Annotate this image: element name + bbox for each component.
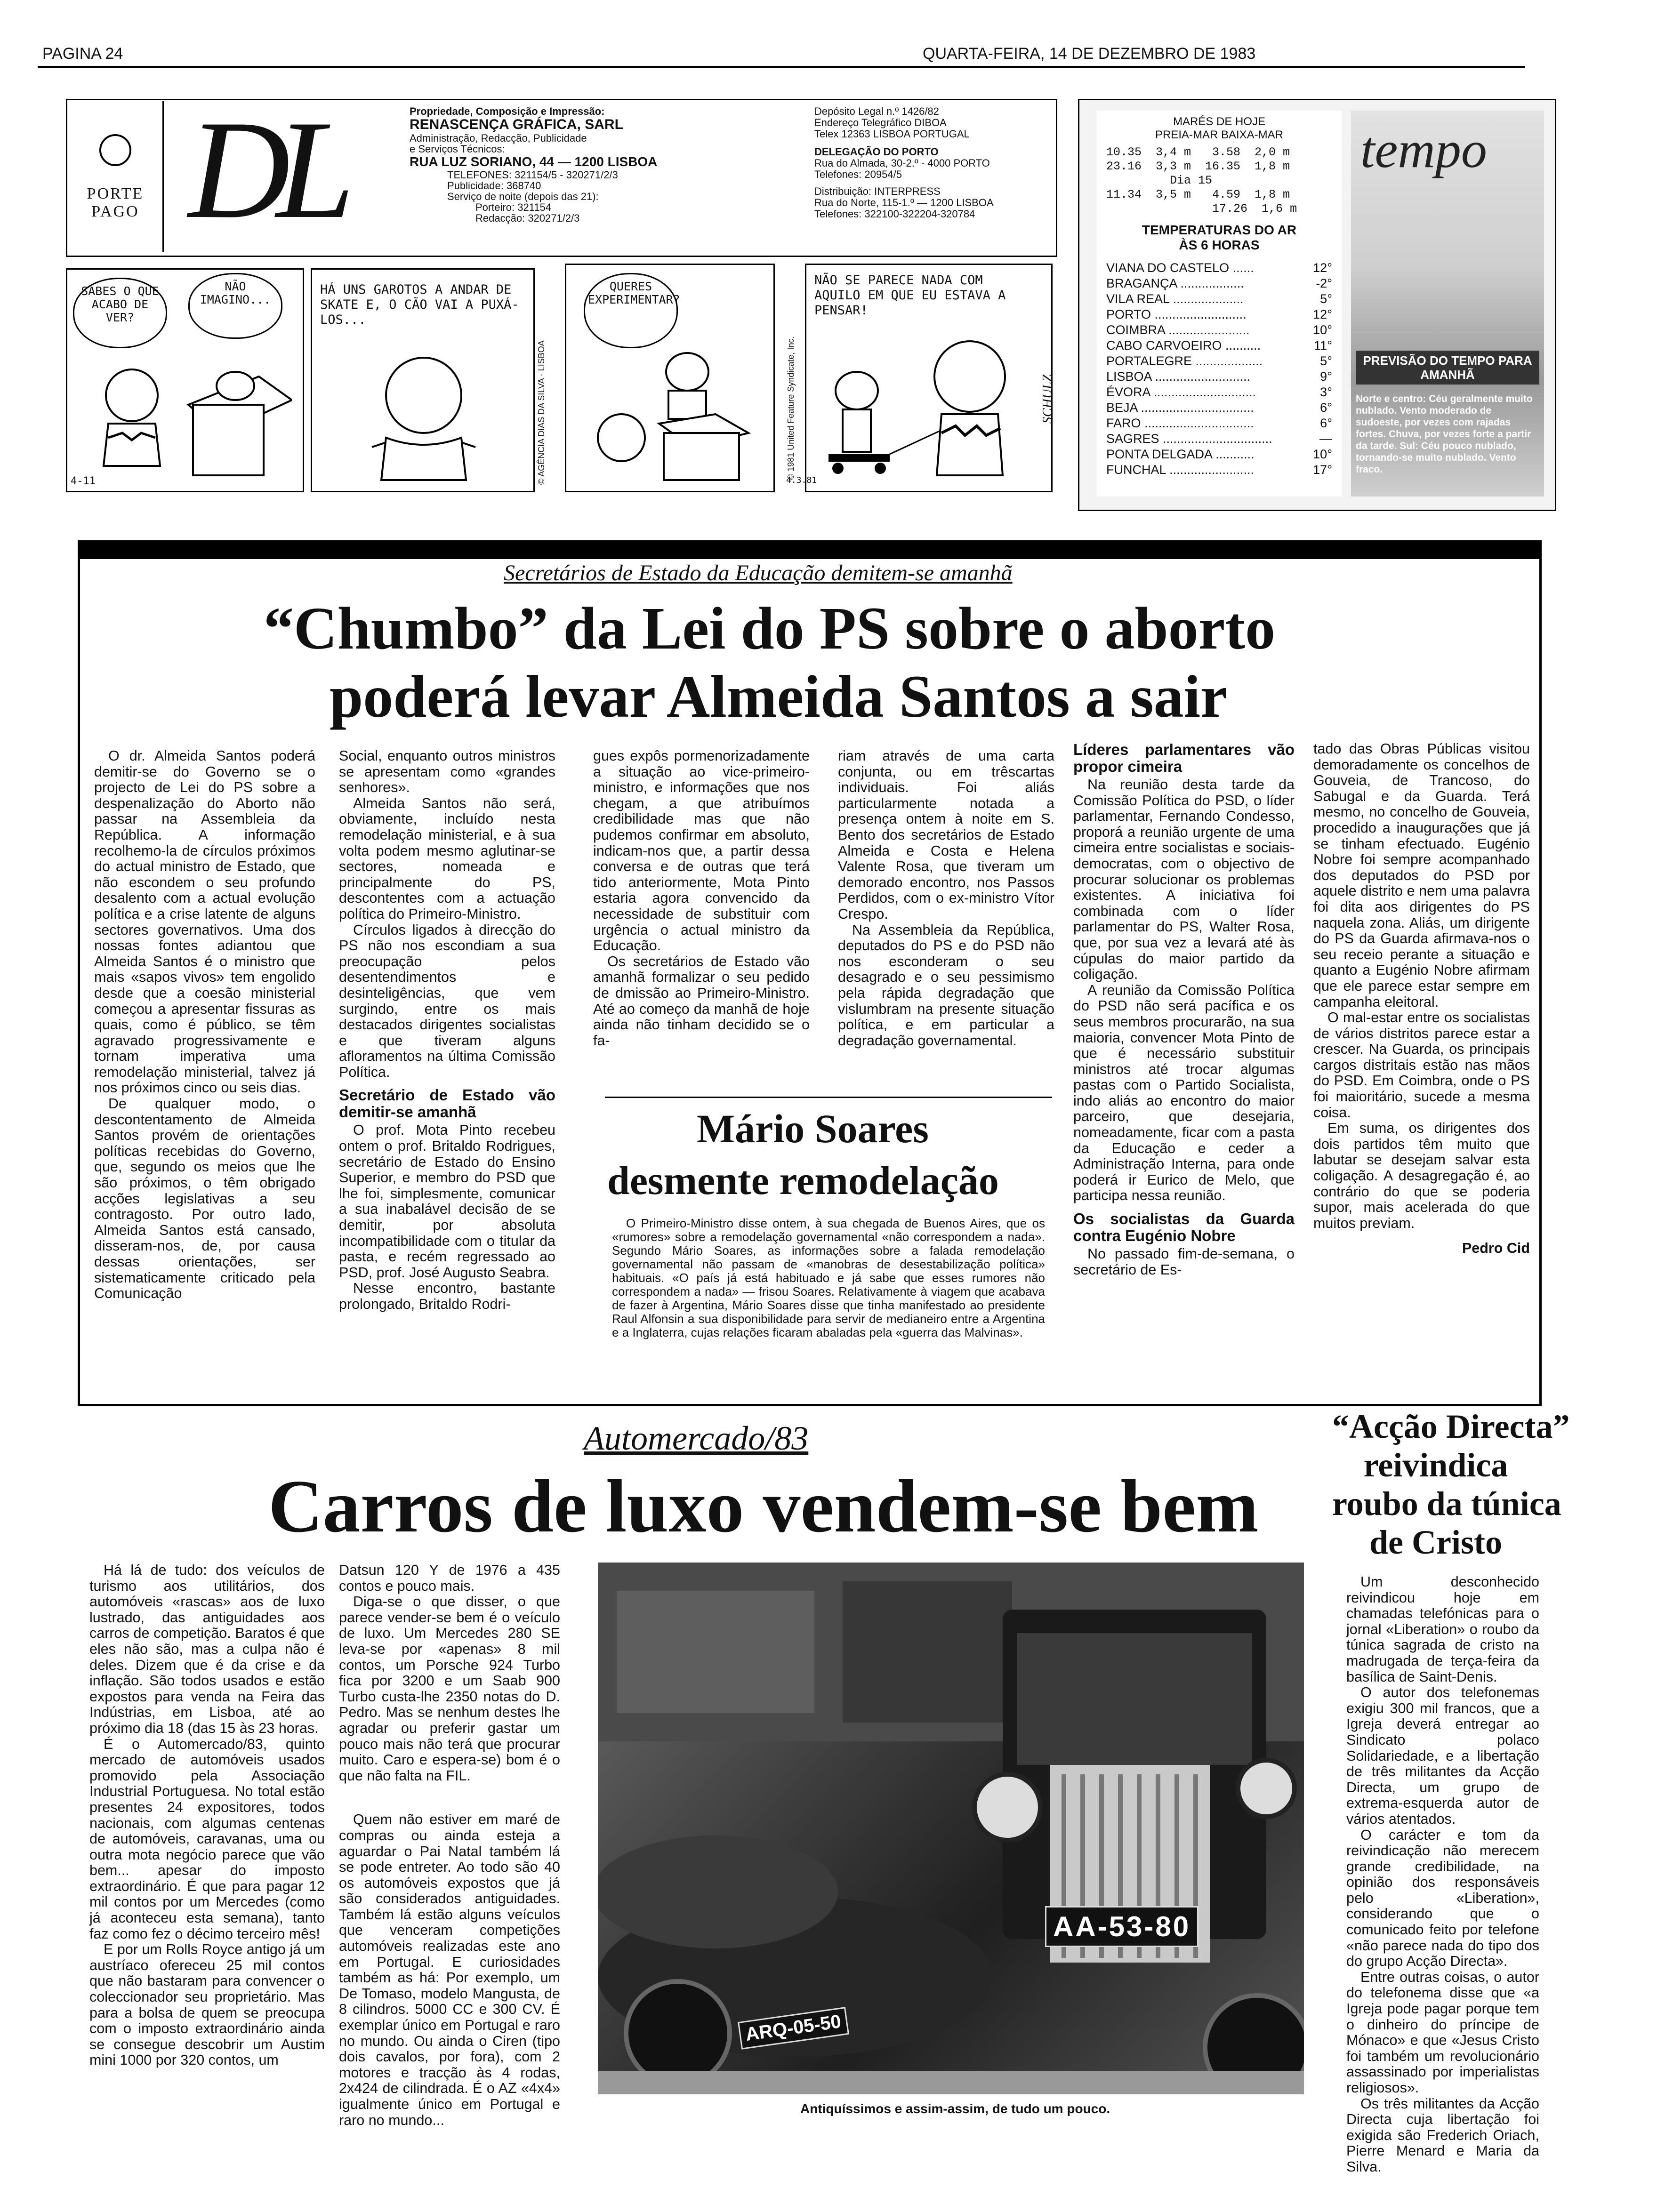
tides-subtitle: PREIA-MAR BAIXA-MAR	[1155, 128, 1284, 141]
subheading: Os socialistas da Guarda contra Eugénio Nobre	[1073, 1210, 1295, 1245]
soares-body: O Primeiro-Ministro disse ontem, à sua chegada de Buenos Aires, que os «rumores» sobre a remodelação governamental «não correspondem a nada». Segundo Mário Soares, as informações sobre a falada remodelação governamental não passam de «manobras de desestabilização política» habituais. «O país já está habituado e já sabe que esses rumores não correspondem a nada» — frisou Soares. Relativamente à viagem que acabava de fazer à Argentina, Mário Soares disse que tinha manifestado ao presidente Raul Alfonsin a sua disponibilidade para servir de medianeiro entre a Argentina e a Inglaterra, cujas relações ficaram abaladas pela «guerra das Malvinas».	[612, 1216, 1045, 1339]
weather-table	[1097, 111, 1342, 497]
soares-headline: desmente remodelação	[607, 1158, 999, 1203]
temperature-row: BRAGANÇA .................. -2°	[1106, 276, 1332, 290]
article-kicker: Automercado/83	[584, 1419, 809, 1457]
comic-side-credit: © AGÊNCIA DIAS DA SILVA - LISBOA	[537, 340, 546, 485]
temperature-row: SAGRES ............................... —	[1106, 432, 1332, 446]
comic-side-credit: © 1981 United Feature Syndicate, Inc.	[786, 336, 796, 480]
tide-row: Dia 15	[1106, 174, 1213, 187]
comic-date-mark: 4.3.81	[786, 475, 817, 485]
article-top-bar	[78, 540, 1542, 559]
temperatures-title: TEMPERATURAS DO AR ÀS 6 HORAS	[1142, 223, 1297, 252]
temperature-row: FARO ............................... 6°	[1106, 416, 1332, 430]
tides-title: MARÉS DE HOJE	[1173, 115, 1266, 128]
temperature-row: ÉVORA ............................. 3°	[1106, 385, 1332, 399]
forecast-text: Norte e centro: Céu geralmente muito nublado. Vento moderado de sudoeste, por vezes com rajadas fortes. Chuva, por vezes forte a partir da tarde. Sul: Céu pouco nublado, tornando-se muito nublado. Vento fraco.	[1356, 393, 1533, 475]
side-headline: “Acção Directa” reivindica roubo da túnica de Cristo	[1332, 1408, 1570, 1561]
article-column: Social, enquanto outros ministros se apresentam como «grandes senhores». Almeida Santos não será, obviamente, incluído nesta remodelação ministerial, e à sua volta podem mesmo aglutinar-se sectores, nomeada e principalmente do PS, descontentes com a actuação política do Primeiro-Ministro. Círculos ligados à direcção do PS não nos escondiam a sua preocupação pelos desentendimentos e desinteligências, que vem surgindo, entre os mais destacados dirigentes socialistas e que tiveram alguns afloramentos na última Comissão Política. Secretário de Estado vão demitir-se amanhã O prof. Mota Pinto recebeu ontem o prof. Britaldo Rodrigues, secretário de Estado do Ensino Superior, e membro do PSD que lhe foi, simplesmente, comunicar a sua inabalável decisão de se demitir, por absoluta incompatibilidade com o titular da pasta, e recém regressado ao PSD, prof. José Augusto Seabra. Nesse encontro, bastante prolongado, Britaldo Rodri-	[339, 748, 555, 1312]
subheading: Líderes parlamentares vão propor cimeira	[1073, 741, 1295, 775]
porte-pago-emblem-icon	[99, 134, 131, 166]
publisher-info: Propriedade, Composição e Impressão: RENASCENÇA GRÁFICA, SARL Administração, Redacção, Publicidade e Serviços Técnicos: RUA LUZ SORIANO, 44 — 1200 LISBOA TELEFONES: 321154/5 - 320271/2/3 Publicidade: 368740 Serviço de noite (depois das 21): Porteiro: 321154 Redacção: 320271/2/3	[410, 105, 658, 224]
cars-photo	[598, 1563, 1304, 2094]
comic-strip-1	[66, 268, 551, 504]
vintage-cars-illustration	[598, 1563, 1304, 2094]
temperature-row: VILA REAL .................... 5°	[1106, 292, 1332, 306]
edition-date: QUARTA-FEIRA, 14 DE DEZEMBRO DE 1983	[923, 45, 1256, 63]
byline: Pedro Cid	[1462, 1240, 1530, 1257]
tide-row: 11.34 3,5 m 4.59 1,8 m	[1106, 188, 1290, 201]
temperature-row: BEJA ................................ 6°	[1106, 401, 1332, 415]
article-column: O dr. Almeida Santos poderá demitir-se do Governo se o projecto de Lei do PS sobre a despenalização do Aborto não passar na Assembleia da República. A informação recolhemo-la de círculos próximos do actual ministro de Estado, que não escondem o seu profundo desalento com a actual evolução política e a crise latente de alguns sectores governativos. Uma dos nossas fontes adiantou que Almeida Santos é o ministro que mais «sapos vivos» tem engolido desde que a coesão ministerial começou a apresentar fissuras as quais, como é público, se têm agravado progressivamente e tornam imperativa uma remodelação ministerial, talvez já nos próximos cinco ou seis dias. De qualquer modo, o descontentamento de Almeida Santos provém de orientações políticas recebidas do Governo, que, segundo os meios que lhe são próximos, o têm obrigado acções legislativas a seu contragosto. Por outro lado, Almeida Santos está cansado, disseram-nos, de, por causa dessas orientações, ser sistematicamente criticado pela Comunicação	[94, 748, 315, 1302]
article-headline: Carros de luxo vendem-se bem	[268, 1464, 1259, 1548]
subheading: Secretário de Estado vão demitir-se amanhã	[339, 1086, 555, 1121]
tempo-title: tempo	[1360, 121, 1487, 178]
tide-row: 17.26 1,6 m	[1106, 202, 1297, 216]
article-column: riam através de uma carta conjunta, ou em trêscartas individuais. Foi aliás particularmente notada a presença ontem à noite em S. Bento dos secretários de Estado Almeida e Costa e Helena Valente Rosa, que tiveram um demorado encontro, nos Passos Perdidos, com o ex-ministro Vítor Crespo. Na Assembleia da República, deputados do PS e do PSD não nos esconderam o seu desagrado e o seu pessimismo pela rápida degradação que vislumbram na presente situação política, e em particular a degradação governamental.	[838, 748, 1054, 1049]
temperature-row: FUNCHAL ........................ 17°	[1106, 463, 1332, 477]
license-plate: ARQ-05-50	[738, 2007, 849, 2050]
article-column: gues expôs pormenorizadamente a situação ao vice-primeiro-ministro, e informações que nos chegam, a que atribuímos credibilidade mas que não pudemos confirmar em absoluto, indicam-nos que, a partir dessa conversa e de outras que terá tido anteriormente, Mota Pinto estaria agora convencido da necessidade de substituir com urgência o actual ministro da Educação. Os secretários de Estado vão amanhã formalizar o seu pedido de dmissão ao Primeiro-Ministro. Até ao começo da manhã de hoje ainda não tinham decidido se o fa-	[593, 748, 810, 1049]
comic-strip-2	[565, 264, 1069, 504]
article-column: Há lá de tudo: dos veículos de turismo aos utilitários, dos automóveis «rascas» aos de luxo lustrado, das antiguidades aos carros de competição. Baratos é que eles não são, mas a culpa não é deles. Dizem que é da crise e da inflação. São todos usados e estão expostos para venda na Feira das Indústrias, em Lisboa, até ao próximo dia 18 (das 15 às 23 horas. É o Automercado/83, quinto mercado de automóveis usados promovido pela Associação Industrial Portuguesa. No total estão presentes 24 expositores, todos nacionais, com algumas centenas de automóveis, caravanas, uma ou outra mota negócio parece que vão bem... apesar do imposto extraordinário. É que para pagar 12 mil contos por um Mercedes (como já aconteceu esta semana), tanto faz como fez o décimo terceiro mês! E por um Rolls Royce antigo já um austríaco ofereceu 25 mil contos que não bastaram para convencer o coleccionador seu proprietário. Mas para a bolsa de quem se preocupa com o imposto extraordinário ainda se consegue descobrir um Austim mini 1000 por 320 contos, um	[89, 1562, 325, 2068]
temperature-row: COIMBRA ....................... 10°	[1106, 323, 1332, 337]
stamp-area	[68, 101, 164, 252]
article-column: Datsun 120 Y de 1976 a 435 contos e pouco mais. Diga-se o que disser, o que parece vender-se bem é o veículo de luxo. Um Mercedes 280 SE leva-se por «apenas» 8 mil contos, um Porsche 924 Turbo fica por 3200 e um Saab 900 Turbo custa-lhe 2350 notas do D. Pedro. Mas se nenhum destes lhe agradar ou preferir gastar um pouco mais não terá que procurar muito. Caro e espera-se) bom é o que não falta na FIL. Quem não estiver em maré de compras ou ainda esteja a aguardar o Pai Natal também lá se pode entreter. Ao todo são 40 os automóveis expostos que já são considerados antiguidades. Também lá estão alguns veículos que venceram competições automóveis realizadas este ano em Portugal. E curiosidades também as há: Por exemplo, um De Tomaso, modelo Mangusta, de 8 cilindros. 5000 CC e 300 CV. É exemplar único em Portugal e raro no mundo. Ou ainda o Ciren (tipo dois cavalos, por fora), com 2 motores e tracção às 4 rodas, 2x424 de cilindrada. É o AZ «4x4» igualmente único em Portugal e raro no mundo...	[339, 1562, 560, 2128]
soares-box-rule	[605, 1097, 1052, 1098]
header-rule	[38, 66, 1525, 68]
temperature-row: LISBOA ........................... 9°	[1106, 369, 1332, 384]
tide-row: 10.35 3,4 m 3.58 2,0 m	[1106, 145, 1290, 159]
comic-caption: HÁ UNS GAROTOS A ANDAR DE SKATE E, O CÃO VAI A PUXÁ-LOS...	[320, 282, 519, 327]
license-plate: AA-53-80	[1045, 1906, 1199, 1947]
article-headline: “Chumbo” da Lei do PS sobre o aborto	[264, 595, 1276, 662]
comic-date-mark: 4-11	[71, 475, 96, 487]
snoopy-charlie-skateboard-drawing	[814, 334, 1040, 485]
comic-caption: NÃO SE PARECE NADA COM AQUILO EM QUE EU ESTAVA A PENSAR!	[814, 273, 1006, 318]
dl-logo: DL	[188, 91, 341, 248]
temperature-row: PORTALEGRE ................... 5°	[1106, 354, 1332, 368]
article-kicker: Secretários de Estado da Educação demitem-se amanhã	[504, 561, 1013, 585]
forecast-subtitle: PREVISÃO DO TEMPO PARA AMANHÃ	[1356, 351, 1539, 385]
temperature-row: VIANA DO CASTELO ...... 12°	[1106, 261, 1332, 275]
comic-signature: SCHULZ	[1040, 374, 1055, 424]
article-column: tado das Obras Públicas visitou demoradamente os concelhos de Gouveia, de Trancoso, do Sabugal e da Guarda. Terá mesmo, no concelho de Gouveia, procedido a inaugurações que já se tinham efectuado. Eugénio Nobre foi sempre acompanhado dos deputados do PSD por aquele distrito e nem uma palavra foi dita aos dirigentes do PS naquela zona. Aliás, um dirigente do PS da Guarda afirmava-nos o seu receio perante a situação e quanto a Eugénio Nobre afirmam que ele parece estar sempre em campanha eleitoral. O mal-estar entre os socialistas de vários distritos parece estar a crescer. Na Guarda, os principais cargos distritais estão nas mãos do PSD. Em Coimbra, onde o PS foi maioritário, sucede a mesma coisa. Em suma, os dirigentes dos dois partidos têm muito que labutar se desejam salvar esta coligação. A desagregação é, ao contrário do que se poderia supor, mais acelerada do que muitos previam. Pedro Cid	[1313, 741, 1530, 1257]
snoopy-doghouse-drawing	[94, 344, 292, 485]
speech-bubble: NÃO IMAGINO...	[188, 273, 282, 339]
page-number: PAGINA 24	[42, 45, 123, 63]
temperature-row: PONTA DELGADA ........... 10°	[1106, 447, 1332, 461]
speech-bubble: SABES O QUE ACABO DE VER?	[73, 278, 167, 348]
article-column: Líderes parlamentares vão propor cimeira Na reunião desta tarde da Comissão Política do PSD, o líder parlamentar, Fernando Condesso, proporá a reunião urgente de uma cimeira entre socialistas e sociais-democratas, com o objectivo de procurar solucionar os problemas existentes. A iniciativa foi combinada com o líder parlamentar do PS, Walter Rosa, que, por sua vez a levará até às cúpulas do maior partido da coligação. A reunião da Comissão Política do PSD não será pacífica e os seus membros procurarão, na sua maioria, convencer Mota Pinto de que é necessário substituir ministros até trocar algumas pastas com o Partido Socialista, indo aliás ao encontro do maior parceiro, que desejaria, nomeadamente, ficar com a pasta da Educação e ceder a Administração Interna, para onde poderá ir Eurico de Melo, que participa nessa reunião. Os socialistas da Guarda contra Eugénio Nobre No passado fim-de-semana, o secretário de Es-	[1073, 741, 1295, 1278]
snoopy-on-doghouse-drawing	[593, 344, 767, 485]
tide-row: 23.16 3,3 m 16.35 1,8 m	[1106, 160, 1290, 173]
charlie-brown-drawing	[367, 353, 480, 485]
contact-info: Depósito Legal n.º 1426/82 Endereço Telegráfico DIBOA Telex 12363 LISBOA PORTUGAL DELEGAÇÃO DO PORTO Rua do Almada, 30-2.º - 4000 PORTO Telefones: 20954/5 Distribuição: INTERPRESS Rua do Norte, 115-1.º — 1200 LISBOA Telefones: 322100-322204-320784	[814, 105, 994, 220]
speech-bubble: QUERES EXPERIMENTAR?	[584, 273, 678, 348]
soares-headline: Mário Soares	[697, 1106, 929, 1151]
photo-caption: Antiquíssimos e assim-assim, de tudo um pouco.	[800, 2101, 1110, 2116]
temperature-row: PORTO .......................... 12°	[1106, 307, 1332, 321]
forecast-panel	[1351, 111, 1544, 497]
article-headline: poderá levar Almeida Santos a sair	[330, 663, 1227, 730]
temperature-row: CABO CARVOEIRO .......... 11°	[1106, 338, 1332, 353]
article-column: Um desconhecido reivindicou hoje em chamadas telefónicas para o jornal «Liberation» o roubo da túnica sagrada de cristo na madrugada de terça-feira da basílica de Saint-Denis. O autor dos telefonemas exigiu 300 mil francos, que a Igreja deverá entregar ao Sindicato polaco Solidariedade, e a libertação de três militantes da Acção Directa, um grupo de extrema-esquerda autor de vários atentados. O carácter e tom da reivindicação não merecem grande credibilidade, na opinião dos responsáveis pelo «Liberation», considerando que o comunicado feito por telefone «não parece nada do tipo dos do grupo Acção Directa». Entre outras coisas, o autor do telefonema disse que «a Igreja pode pagar porque tem o dinheiro do príncipe de Mónaco» e que «Jesus Cristo foi também um revolucionário assassinado por imperialistas religiosos». Os três militantes da Acção Directa cuja libertação foi exigida são Frederich Oriach, Pierre Menard e Maria da Silva.	[1346, 1574, 1539, 2175]
porte-pago-label: PORTE PAGO	[87, 185, 144, 220]
